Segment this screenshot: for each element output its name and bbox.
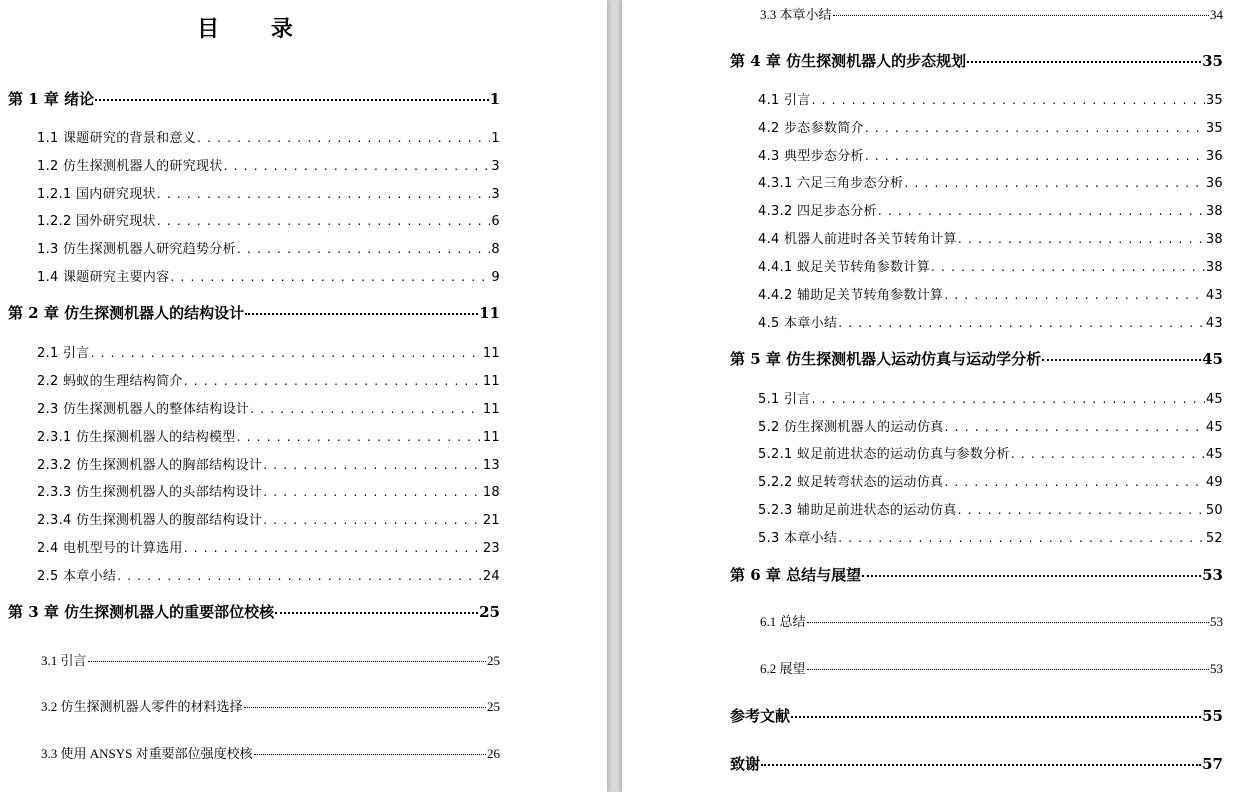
toc-entry-page-number: 57 [1202, 755, 1223, 773]
toc-dot-leader [245, 313, 478, 315]
right-entry-section[interactable] [760, 4, 1223, 23]
right-entry-section[interactable] [758, 312, 1223, 331]
right-entry-section[interactable] [758, 416, 1223, 435]
left-entry-section[interactable] [37, 342, 500, 361]
toc-entry-page-number: 35 [1205, 121, 1223, 136]
toc-dot-leader [904, 173, 1204, 188]
toc-entry-page-number: 53 [1202, 566, 1223, 584]
left-entry-section[interactable] [37, 266, 500, 285]
toc-entry-label: 第 5 章 仿生探测机器人运动仿真与运动学分析 [730, 350, 1042, 368]
toc-entry-page-number: 36 [1205, 176, 1223, 191]
toc-dot-leader [237, 427, 482, 442]
toc-entry-label: 4.2 步态参数简介 [758, 121, 864, 136]
toc-entry-page-number: 38 [1205, 260, 1223, 275]
toc-entry-label: 1.3 仿生探测机器人研究趋势分析 [37, 242, 236, 257]
toc-dot-leader [944, 472, 1205, 487]
toc-entry-page-number: 25 [479, 603, 500, 621]
toc-entry-page-number: 38 [1205, 204, 1223, 219]
toc-entry-label: 1.1 课题研究的背景和意义 [37, 131, 197, 146]
toc-entry-label: 5.3 本章小结 [758, 531, 838, 546]
right-entry-section[interactable] [758, 284, 1223, 303]
toc-entry-page-number: 53 [1210, 614, 1223, 629]
toc-entry-page-number: 45 [1205, 447, 1223, 462]
toc-entry-label: 2.3.3 仿生探测机器人的头部结构设计 [37, 485, 263, 500]
toc-entry-page-number: 6 [491, 214, 500, 229]
toc-entry-label: 第 6 章 总结与展望 [730, 566, 862, 584]
right-entry-section[interactable] [758, 256, 1223, 275]
toc-page-left [0, 0, 607, 792]
toc-entry-label: 2.3.2 仿生探测机器人的胸部结构设计 [37, 458, 263, 473]
toc-dot-leader [263, 510, 482, 525]
toc-entry-label: 4.4 机器人前进时各关节转角计算 [758, 232, 957, 247]
toc-dot-leader [1011, 444, 1205, 459]
toc-dot-leader [224, 156, 491, 171]
toc-dot-leader [865, 118, 1205, 133]
left-entry-section[interactable] [41, 743, 500, 762]
toc-entry-page-number: 13 [482, 458, 500, 473]
right-entry-section[interactable] [758, 89, 1223, 108]
right-entry-section[interactable] [758, 172, 1223, 191]
toc-dot-leader [838, 313, 1205, 328]
toc-entry-page-number: 11 [482, 430, 500, 445]
toc-title: 目 录 [197, 16, 315, 42]
left-entry-section[interactable] [37, 155, 500, 174]
toc-dot-leader [157, 184, 491, 199]
toc-entry-label: 第 2 章 仿生探测机器人的结构设计 [8, 304, 245, 322]
toc-dot-leader [88, 661, 486, 662]
toc-entry-page-number: 23 [482, 541, 500, 556]
toc-entry-page-number: 25 [487, 699, 500, 714]
toc-dot-leader [263, 455, 482, 470]
toc-entry-page-number: 1 [491, 131, 500, 146]
toc-entry-page-number: 45 [1205, 392, 1223, 407]
toc-dot-leader [244, 707, 486, 708]
toc-dot-leader [862, 575, 1201, 577]
toc-dot-leader [967, 61, 1201, 63]
right-entry-chapter[interactable] [730, 50, 1223, 71]
right-entry-section[interactable] [758, 443, 1223, 462]
right-entry-section[interactable] [758, 499, 1223, 518]
toc-entry-page-number: 11 [482, 374, 500, 389]
toc-entry-label: 3.2 仿生探测机器人零件的材料选择 [41, 699, 243, 714]
toc-entry-label: 4.1 引言 [758, 93, 811, 108]
toc-dot-leader [945, 417, 1205, 432]
left-entry-section[interactable] [37, 509, 500, 528]
right-entry-section[interactable] [758, 228, 1223, 247]
toc-dot-leader [254, 754, 486, 755]
left-entry-section[interactable] [37, 398, 500, 417]
toc-entry-label: 5.2 仿生探测机器人的运动仿真 [758, 420, 944, 435]
left-entry-section[interactable] [37, 537, 500, 556]
toc-entry-label: 致谢 [730, 755, 761, 773]
toc-dot-leader [958, 229, 1205, 244]
left-entry-section[interactable] [37, 210, 500, 229]
toc-entry-label: 第 4 章 仿生探测机器人的步态规划 [730, 52, 967, 70]
toc-dot-leader [237, 239, 491, 254]
toc-entry-label: 4.3.2 四足步态分析 [758, 204, 877, 219]
toc-entry-label: 2.4 电机型号的计算选用 [37, 541, 183, 556]
toc-entry-label: 2.1 引言 [37, 346, 90, 361]
toc-dot-leader [170, 267, 490, 282]
toc-dot-leader [833, 15, 1209, 16]
toc-dot-leader [1042, 359, 1201, 361]
right-entry-section[interactable] [758, 527, 1223, 546]
toc-entry-page-number: 9 [491, 270, 500, 285]
toc-entry-label: 2.3.4 仿生探测机器人的腹部结构设计 [37, 513, 263, 528]
toc-dot-leader [263, 482, 482, 497]
left-entry-section[interactable] [37, 238, 500, 257]
toc-dot-leader [878, 201, 1205, 216]
toc-dot-leader [250, 399, 482, 414]
toc-dot-leader [807, 669, 1209, 670]
right-entry-section[interactable] [758, 200, 1223, 219]
right-entry-section[interactable] [758, 117, 1223, 136]
toc-dot-leader [958, 500, 1205, 515]
left-entry-section[interactable] [37, 454, 500, 473]
toc-entry-page-number: 3 [491, 187, 500, 202]
toc-entry-page-number: 55 [1202, 707, 1223, 725]
toc-dot-leader [931, 257, 1205, 272]
toc-entry-label: 3.3 本章小结 [760, 7, 832, 22]
toc-entry-page-number: 18 [482, 485, 500, 500]
toc-entry-page-number: 25 [487, 653, 500, 668]
toc-entry-label: 5.2.2 蚁足转弯状态的运动仿真 [758, 475, 944, 490]
toc-entry-label: 4.3.1 六足三角步态分析 [758, 176, 904, 191]
toc-dot-leader [184, 371, 482, 386]
right-entry-chapter[interactable] [730, 705, 1223, 726]
toc-entry-page-number: 53 [1210, 661, 1223, 676]
left-entry-section[interactable] [41, 650, 500, 669]
toc-entry-label: 4.5 本章小结 [758, 316, 838, 331]
toc-entry-page-number: 26 [487, 746, 500, 761]
left-entry-section[interactable] [37, 183, 500, 202]
toc-entry-label: 2.3.1 仿生探测机器人的结构模型 [37, 430, 236, 445]
left-entry-section[interactable] [37, 426, 500, 445]
toc-dot-leader [275, 612, 478, 614]
toc-entry-page-number: 11 [482, 402, 500, 417]
right-entry-section[interactable] [758, 471, 1223, 490]
toc-entry-page-number: 24 [482, 569, 500, 584]
toc-dot-leader [838, 528, 1205, 543]
toc-entry-page-number: 38 [1205, 232, 1223, 247]
toc-dot-leader [944, 285, 1205, 300]
toc-entry-label: 1.2.2 国外研究现状 [37, 214, 156, 229]
toc-entry-label: 第 3 章 仿生探测机器人的重要部位校核 [8, 603, 275, 621]
toc-entry-page-number: 8 [491, 242, 500, 257]
toc-entry-page-number: 36 [1205, 149, 1223, 164]
right-entry-chapter[interactable] [730, 348, 1223, 369]
toc-entry-page-number: 3 [491, 159, 500, 174]
toc-entry-page-number: 43 [1205, 288, 1223, 303]
right-entry-section[interactable] [760, 658, 1223, 677]
toc-dot-leader [865, 146, 1205, 161]
left-entry-chapter[interactable] [8, 601, 500, 622]
toc-entry-label: 2.2 蚂蚁的生理结构简介 [37, 374, 183, 389]
toc-entry-page-number: 43 [1205, 316, 1223, 331]
toc-entry-label: 1.2.1 国内研究现状 [37, 187, 156, 202]
left-entry-section[interactable] [37, 370, 500, 389]
toc-entry-page-number: 45 [1205, 420, 1223, 435]
toc-dot-leader [157, 211, 491, 226]
toc-entry-label: 2.3 仿生探测机器人的整体结构设计 [37, 402, 250, 417]
toc-entry-label: 6.2 展望 [760, 661, 806, 676]
toc-entry-label: 2.5 本章小结 [37, 569, 117, 584]
toc-entry-page-number: 35 [1202, 52, 1223, 70]
toc-page-right [622, 0, 1247, 792]
toc-entry-label: 5.2.3 辅助足前进状态的运动仿真 [758, 503, 957, 518]
toc-entry-label: 1.2 仿生探测机器人的研究现状 [37, 159, 223, 174]
toc-dot-leader [791, 716, 1201, 718]
toc-dot-leader [95, 99, 488, 101]
toc-dot-leader [91, 343, 482, 358]
right-entry-section[interactable] [758, 388, 1223, 407]
toc-entry-label: 4.4.1 蚁足关节转角参数计算 [758, 260, 931, 275]
toc-entry-label: 4.4.2 辅助足关节转角参数计算 [758, 288, 944, 303]
toc-dot-leader [807, 622, 1209, 623]
left-entry-section[interactable] [37, 127, 500, 146]
toc-entry-label: 1.4 课题研究主要内容 [37, 270, 170, 285]
toc-dot-leader [761, 764, 1201, 766]
left-entry-section[interactable] [37, 565, 500, 584]
toc-dot-leader [812, 389, 1205, 404]
toc-entry-label: 参考文献 [730, 707, 791, 725]
toc-entry-page-number: 45 [1202, 350, 1223, 368]
right-entry-chapter[interactable] [730, 753, 1223, 774]
left-entry-chapter[interactable] [8, 302, 500, 323]
toc-entry-label: 4.3 典型步态分析 [758, 149, 864, 164]
left-entry-section[interactable] [37, 481, 500, 500]
toc-entry-label: 3.1 引言 [41, 653, 87, 668]
right-entry-section[interactable] [758, 145, 1223, 164]
right-entry-section[interactable] [760, 611, 1223, 630]
toc-dot-leader [812, 90, 1205, 105]
toc-entry-page-number: 34 [1210, 7, 1223, 22]
left-entry-section[interactable] [41, 696, 500, 715]
toc-dot-leader [197, 128, 490, 143]
toc-entry-page-number: 50 [1205, 503, 1223, 518]
toc-entry-page-number: 21 [482, 513, 500, 528]
toc-entry-label: 第 1 章 绪论 [8, 90, 95, 108]
toc-entry-page-number: 1 [489, 90, 500, 108]
toc-dot-leader [117, 566, 482, 581]
right-entry-chapter[interactable] [730, 564, 1223, 585]
toc-entry-page-number: 35 [1205, 93, 1223, 108]
toc-entry-page-number: 49 [1205, 475, 1223, 490]
toc-entry-label: 3.3 使用 ANSYS 对重要部位强度校核 [41, 746, 253, 761]
toc-entry-label: 6.1 总结 [760, 614, 806, 629]
left-entry-chapter[interactable] [8, 88, 500, 109]
toc-entry-label: 5.2.1 蚁足前进状态的运动仿真与参数分析 [758, 447, 1010, 462]
toc-dot-leader [184, 538, 482, 553]
toc-entry-label: 5.1 引言 [758, 392, 811, 407]
toc-entry-page-number: 52 [1205, 531, 1223, 546]
toc-entry-page-number: 11 [482, 346, 500, 361]
toc-entry-page-number: 11 [479, 304, 500, 322]
